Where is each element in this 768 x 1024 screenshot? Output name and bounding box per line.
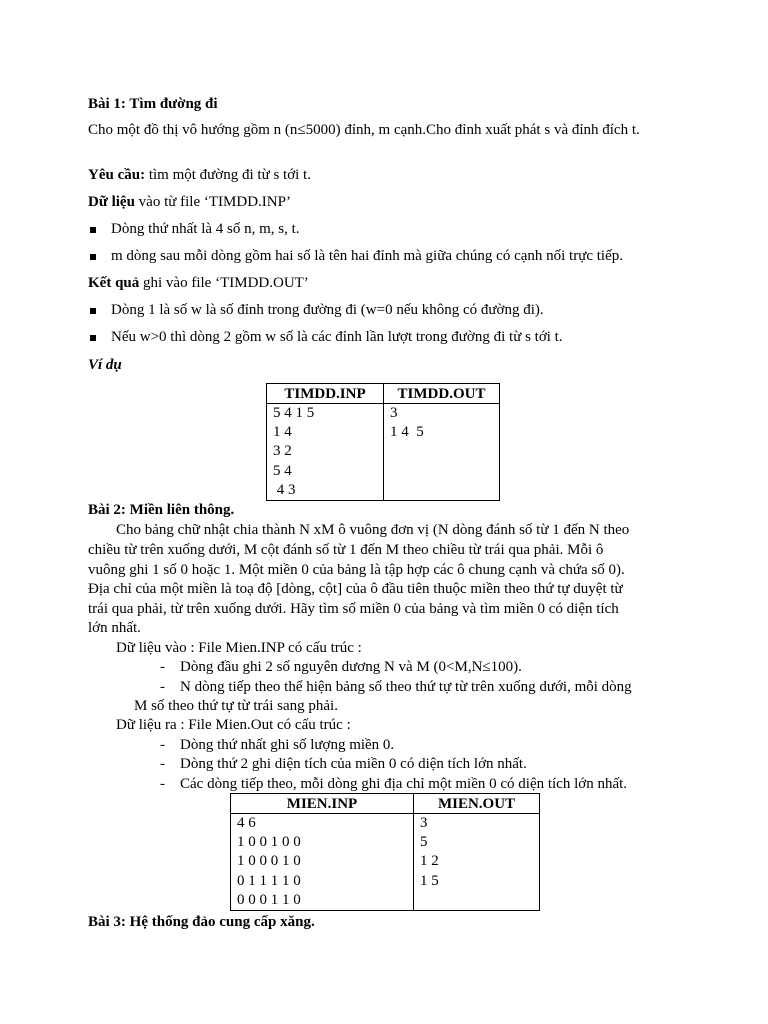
problem-2-output-item: Dòng thứ 2 ghi diện tích của miền 0 có diện tích lớn nhất. [180, 756, 527, 772]
table-line: 0 1 1 1 1 0 [237, 872, 301, 889]
input-label: Dữ liệu [88, 194, 135, 210]
table-line: 1 0 0 1 0 0 [237, 834, 301, 851]
table-line: 5 [420, 834, 428, 851]
problem-2-output-item: Dòng thứ nhất ghi số lượng miền 0. [180, 737, 395, 753]
table-line: 1 4 5 [390, 424, 424, 441]
problem-1-output-item: Dòng 1 là số w là số đỉnh trong đường đi (w=0 nếu không có đường đi). [111, 302, 544, 318]
timdd-inp-header: TIMDD.INP [267, 384, 384, 404]
problem-1-title: Bài 1: Tìm đường đi [88, 96, 218, 112]
problem-2-input-item: N dòng tiếp theo thể hiện bảng số theo thứ tự từ trên xuống dưới, mỗi dòng [180, 679, 632, 695]
table-line: 3 [420, 815, 428, 831]
dash-bullet-icon: - [160, 659, 165, 675]
bullet-square-icon [90, 254, 96, 260]
problem-1-input-item: Dòng thứ nhất là 4 số n, m, s, t. [111, 221, 300, 237]
mien-table [230, 793, 540, 911]
requirement-text: tìm một đường đi từ s tới t. [145, 167, 311, 183]
problem-2-intro-line: Địa chỉ của một miền là toạ độ [dòng, cột] của ô đầu tiên thuộc miền theo thứ tự duyệt từ [88, 581, 623, 597]
output-label: Kết quả [88, 275, 140, 291]
table-line: 3 2 [273, 443, 292, 460]
problem-2-intro-line: vuông ghi 1 số 0 hoặc 1. Một miền 0 của bảng là tập hợp các ô chung cạnh và chứa số 0). [88, 562, 625, 578]
timdd-inp-cell [267, 404, 384, 501]
timdd-out-header: TIMDD.OUT [384, 384, 500, 404]
problem-1-input-heading [88, 193, 291, 212]
mien-inp-cell [231, 814, 414, 911]
problem-2-title: Bài 2: Miền liên thông. [88, 502, 235, 518]
problem-2-intro-line: lớn nhất. [88, 620, 141, 636]
requirement-label: Yêu cầu: [88, 167, 146, 183]
output-text: ghi vào file ‘TIMDD.OUT’ [139, 275, 309, 291]
mien-inp-header: MIEN.INP [231, 794, 414, 814]
problem-3-title: Bài 3: Hệ thống đảo cung cấp xăng. [88, 914, 315, 930]
table-line: 4 3 [273, 481, 296, 498]
table-line: 3 [390, 405, 398, 421]
table-line: 5 4 1 5 [273, 405, 315, 421]
problem-1-intro: Cho một đồ thị vô hướng gồm n (n≤5000) đỉnh, m cạnh.Cho đỉnh xuất phát s và đỉnh đích t. [88, 122, 640, 138]
mien-out-header: MIEN.OUT [414, 794, 540, 814]
problem-2-input-item-continued: M số theo thứ tự từ trái sang phải. [134, 698, 338, 714]
problem-2-intro-line: chiều từ trên xuống dưới, M cột đánh số từ 1 đến M theo chiều từ trái qua phải. Mỗi ô [88, 542, 604, 558]
table-line: 1 5 [420, 872, 439, 889]
problem-1-input-item: m dòng sau mỗi dòng gồm hai số là tên hai đỉnh mà giữa chúng có cạnh nối trực tiếp. [111, 248, 623, 264]
problem-1-output-item: Nếu w>0 thì dòng 2 gồm w số là các đỉnh lần lượt trong đường đi từ s tới t. [111, 329, 563, 345]
dash-bullet-icon: - [160, 737, 165, 753]
bullet-square-icon [90, 308, 96, 314]
table-line: 4 6 [237, 815, 256, 831]
bullet-square-icon [90, 227, 96, 233]
problem-2-input-heading: Dữ liệu vào : File Mien.INP có cấu trúc : [116, 640, 362, 656]
problem-2-intro-line: Cho bảng chữ nhật chia thành N xM ô vuông đơn vị (N dòng đánh số từ 1 đến N theo [116, 522, 630, 538]
timdd-table [266, 383, 500, 501]
table-line: 1 4 [273, 424, 292, 441]
table-line: 1 0 0 0 1 0 [237, 853, 301, 870]
dash-bullet-icon: - [160, 776, 165, 792]
mien-out-cell [414, 814, 540, 911]
problem-2-output-item: Các dòng tiếp theo, mỗi dòng ghi địa chỉ một miền 0 có diện tích lớn nhất. [180, 776, 628, 792]
timdd-out-cell [384, 404, 500, 501]
problem-2-output-heading: Dữ liệu ra : File Mien.Out có cấu trúc : [116, 717, 351, 733]
dash-bullet-icon: - [160, 756, 165, 772]
bullet-square-icon [90, 335, 96, 341]
table-line: 5 4 [273, 462, 292, 479]
input-text: vào từ file ‘TIMDD.INP’ [134, 194, 291, 210]
problem-1-requirement [88, 166, 311, 185]
problem-1-output-heading [88, 274, 309, 293]
table-line: 0 0 0 1 1 0 [237, 891, 301, 908]
table-line: 1 2 [420, 853, 439, 870]
dash-bullet-icon: - [160, 679, 165, 695]
problem-2-intro-line: trái qua phải, từ trên xuống dưới. Hãy tìm số miền 0 của bảng và tìm miền 0 có diện tích [88, 601, 619, 617]
problem-2-input-item: Dòng đầu ghi 2 số nguyên dương N và M (0<M,N≤100). [180, 659, 522, 675]
problem-1-example-label: Ví dụ [88, 357, 122, 373]
